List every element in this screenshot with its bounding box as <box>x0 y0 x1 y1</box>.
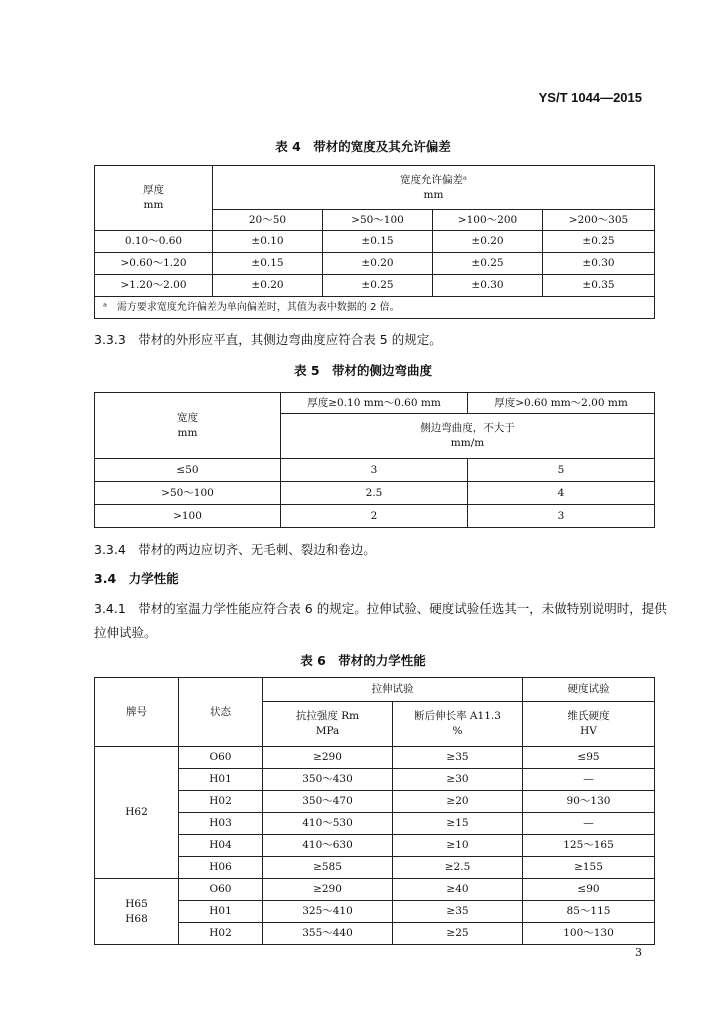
table5-col2-header: 厚度>0.60 mm～2.00 mm <box>468 393 655 414</box>
table-row: H03 410～530 ≥15 — <box>95 813 655 835</box>
clause-3-4-1: 3.4.1 带材的室温力学性能应符合表 6 的规定。拉伸试验、硬度试验任选其一，未做特别说明时，提供 拉伸试验。 <box>94 601 667 640</box>
table4-thickness-header: 厚度 mm <box>95 166 213 231</box>
table4-col: 20～50 <box>213 210 323 231</box>
table5 <box>94 392 655 528</box>
table6-hardness-header: 硬度试验 <box>523 678 655 702</box>
table4-col: >50～100 <box>323 210 433 231</box>
clause-3-3-4: 3.3.4 带材的两边应切齐、无毛刺、裂边和卷边。 <box>94 542 376 557</box>
table-row: >0.60～1.20 ±0.15 ±0.20 ±0.25 ±0.30 <box>95 253 655 275</box>
table5-caption: 表 5 带材的侧边弯曲度 <box>293 363 433 378</box>
table-row: H02 350～470 ≥20 90～130 <box>95 791 655 813</box>
table5-col1-header: 厚度≥0.10 mm～0.60 mm <box>281 393 468 414</box>
table6-elong-header: 断后伸长率 A11.3 % <box>393 702 523 747</box>
table4-width-tol-header: 宽度允许偏差ᵃ mm <box>213 166 655 210</box>
standard-number: YS/T 1044—2015 <box>538 90 642 105</box>
table6-grade-h62: H62 <box>95 747 179 879</box>
table4-col: >200～305 <box>543 210 655 231</box>
table-row: H02 355～440 ≥25 100～130 <box>95 923 655 945</box>
clause-3-3-3: 3.3.3 带材的外形应平直，其侧边弯曲度应符合表 5 的规定。 <box>94 332 442 347</box>
table6-rm-header: 抗拉强度 Rm MPa <box>263 702 393 747</box>
table4 <box>94 165 655 319</box>
table-row: H04 410～630 ≥10 125～165 <box>95 835 655 857</box>
table5-bend-header: 侧边弯曲度，不大于 mm/m <box>281 414 655 459</box>
table6-tensile-header: 拉伸试验 <box>263 678 523 702</box>
table6-state-header: 状态 <box>179 678 263 747</box>
table-row: H06 ≥585 ≥2.5 ≥155 <box>95 857 655 879</box>
table6-hv-header: 维氏硬度 HV <box>523 702 655 747</box>
table4-footnote: ᵃ 需方要求宽度允许偏差为单向偏差时，其值为表中数据的 2 倍。 <box>95 297 655 319</box>
table6 <box>94 677 655 945</box>
table-row: H65 H68 O60 ≥290 ≥40 ≤90 <box>95 879 655 901</box>
table-row: H01 325～410 ≥35 85～115 <box>95 901 655 923</box>
table6-grade-h65-h68: H65 H68 <box>95 879 179 945</box>
table-row: >1.20～2.00 ±0.20 ±0.25 ±0.30 ±0.35 <box>95 275 655 297</box>
table4-caption: 表 4 带材的宽度及其允许偏差 <box>275 139 451 154</box>
table-row: >100 2 3 <box>95 505 655 528</box>
page-number: 3 <box>635 946 642 959</box>
table-row: ≤50 3 5 <box>95 459 655 482</box>
section-3-4-title: 3.4 力学性能 <box>94 571 179 586</box>
table6-caption: 表 6 带材的力学性能 <box>300 653 426 668</box>
table-row: 0.10～0.60 ±0.10 ±0.15 ±0.20 ±0.25 <box>95 231 655 253</box>
table4-col: >100～200 <box>433 210 543 231</box>
table5-width-header: 宽度 mm <box>95 393 281 459</box>
table-row: >50～100 2.5 4 <box>95 482 655 505</box>
table-row: H62 O60 ≥290 ≥35 ≤95 <box>95 747 655 769</box>
table6-grade-header: 牌号 <box>95 678 179 747</box>
table-row: H01 350～430 ≥30 — <box>95 769 655 791</box>
